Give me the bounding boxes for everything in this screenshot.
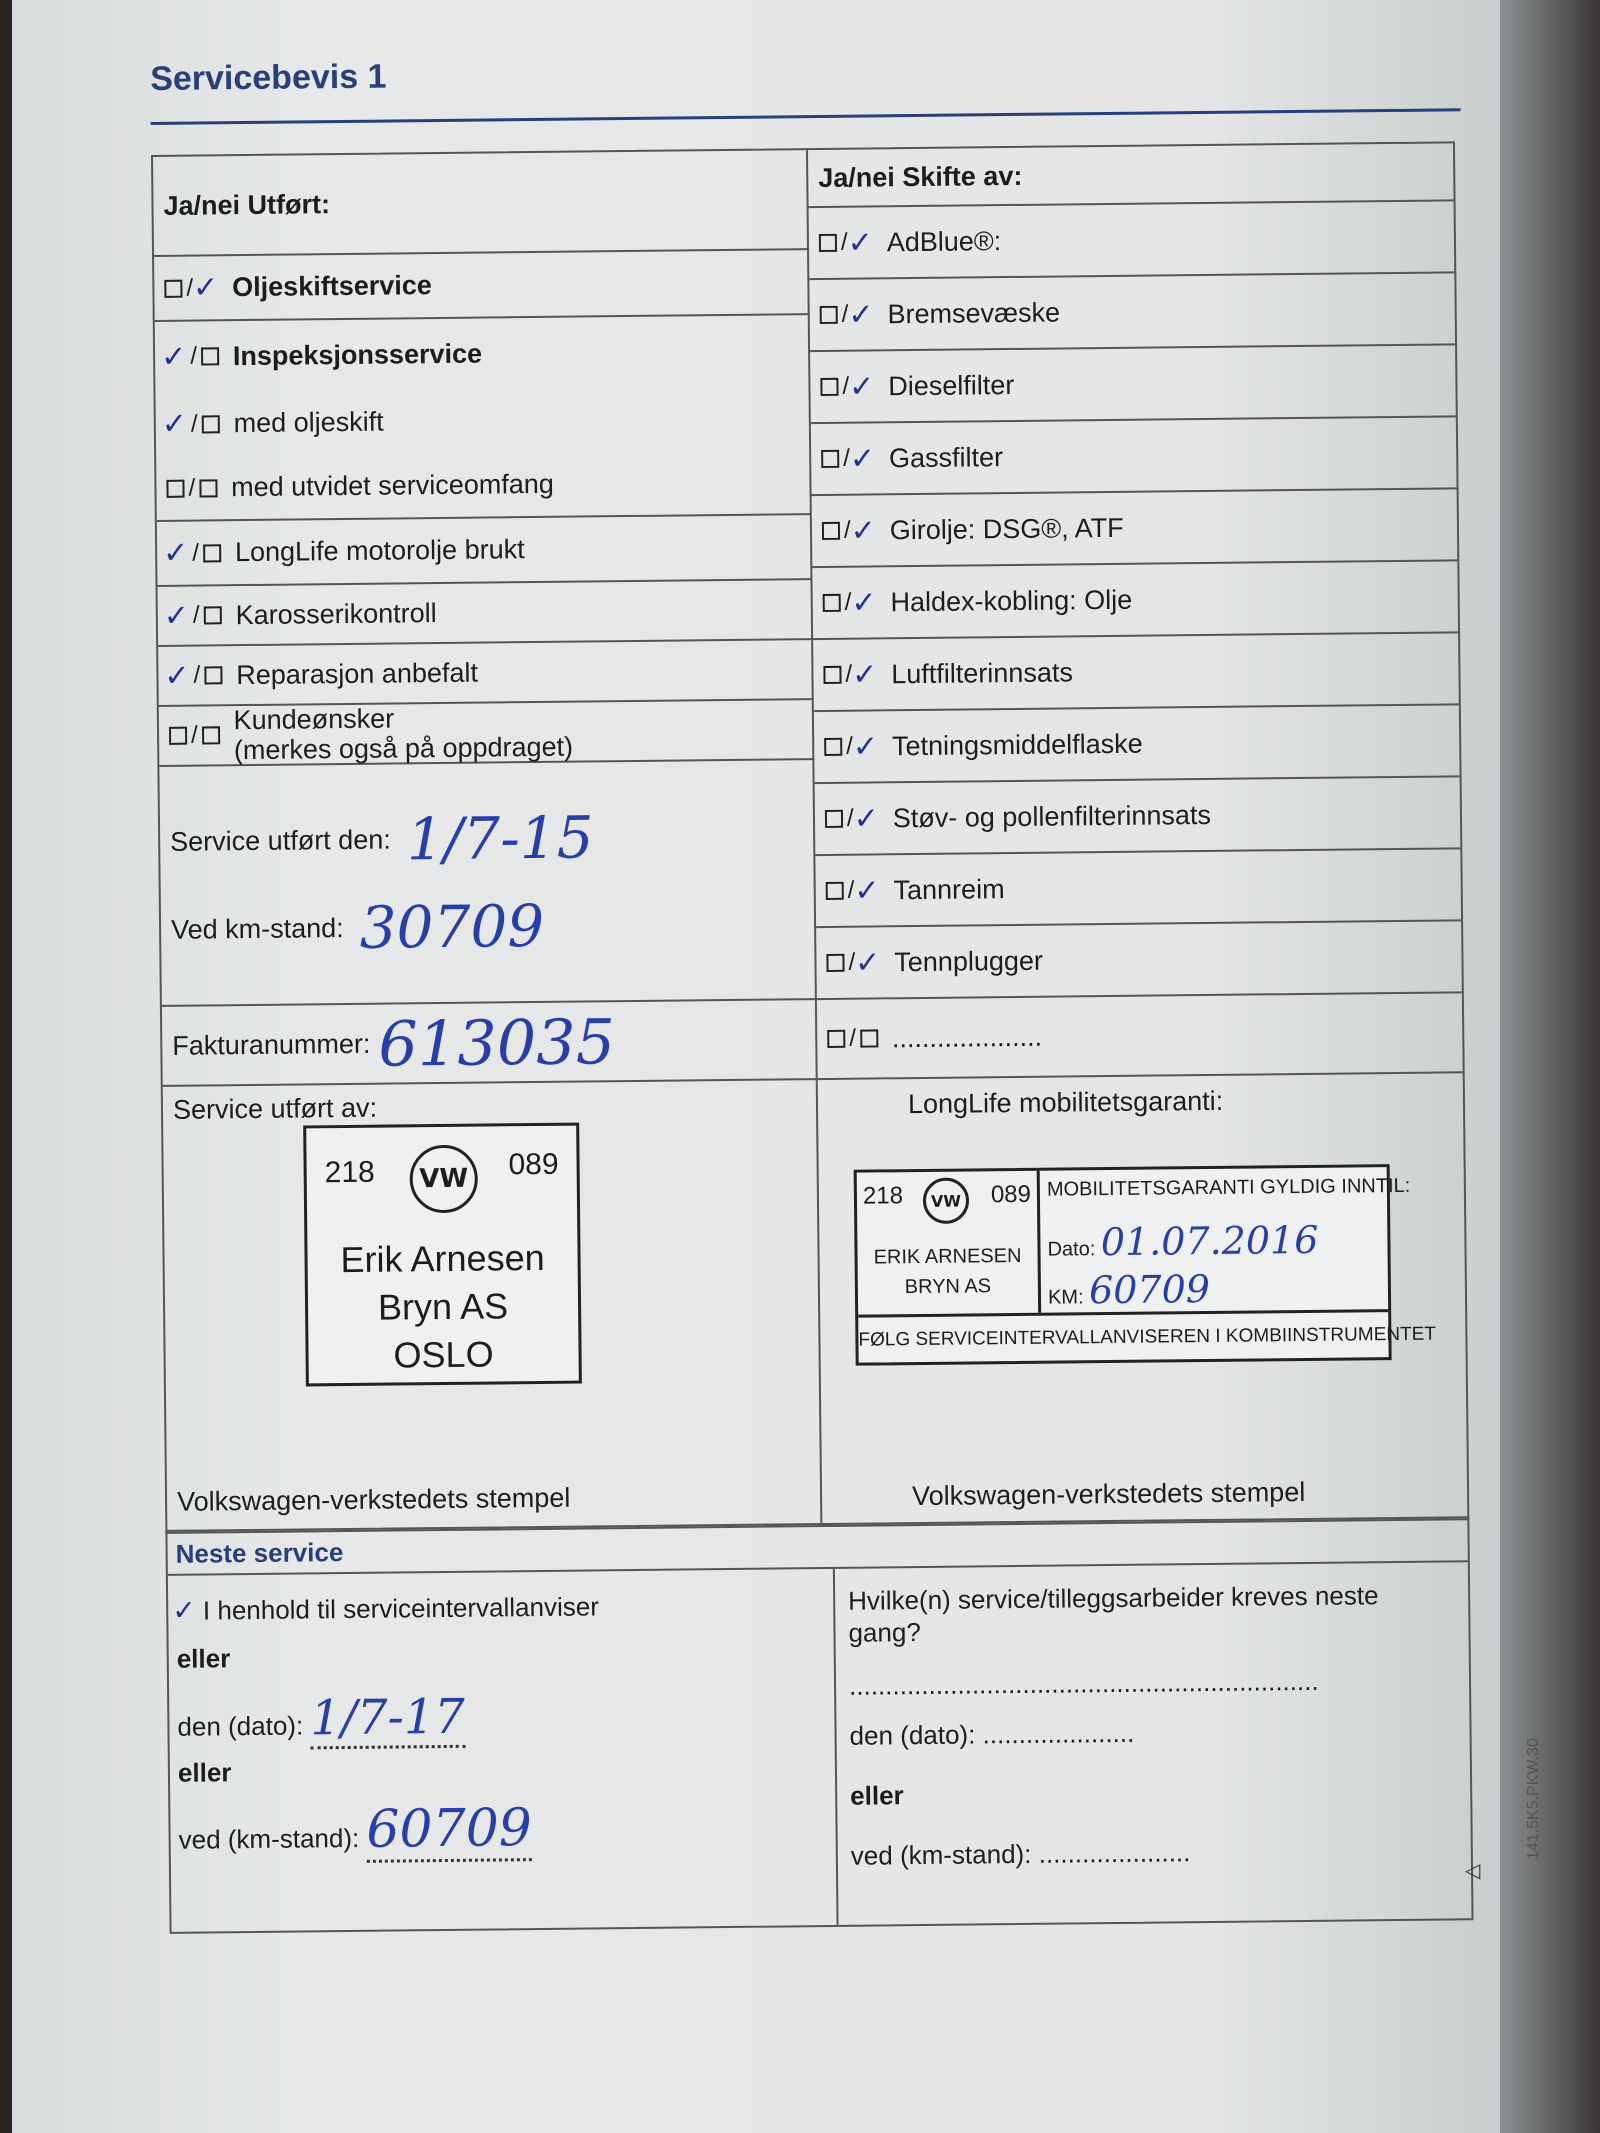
nei-checkbox[interactable] [203, 544, 221, 562]
nei-checkbox[interactable] [201, 347, 219, 365]
slash-separator: / [190, 721, 198, 749]
right-item-label: Haldex-kobling: Olje [890, 584, 1133, 617]
gs-right-code: 089 [990, 1180, 1032, 1209]
check-mark-icon: ✓ [164, 658, 190, 694]
service-date-value[interactable]: 1/7-15 [406, 803, 594, 874]
right-item-label: Tennplugger [894, 945, 1044, 977]
check-mark-icon: ✓ [852, 728, 879, 765]
service-date-row [159, 760, 816, 1007]
gs-dealer1: ERIK ARNESEN [873, 1244, 1022, 1269]
slash-separator: / [847, 876, 855, 904]
ja-nei-checkboxes[interactable] [164, 658, 222, 694]
dealer-stamp [303, 1123, 582, 1387]
right-item-row [814, 705, 1460, 784]
ja-checkbox[interactable] [166, 479, 184, 497]
left-item-label: Karosserikontroll [235, 597, 437, 630]
ja-nei-checkboxes[interactable] [166, 474, 217, 503]
next-km-value[interactable]: 60709 [366, 1798, 532, 1863]
check-mark-icon: ✓ [161, 406, 188, 442]
check-mark-icon: ✓ [854, 944, 881, 981]
slash-separator: / [843, 444, 851, 472]
ja-nei-checkboxes[interactable] [820, 369, 874, 405]
or-label-2: eller [177, 1757, 232, 1788]
ja-nei-checkboxes[interactable] [169, 721, 220, 750]
left-item-row [157, 515, 813, 587]
right-item-row [813, 633, 1459, 712]
ja-checkbox[interactable] [824, 738, 842, 756]
check-mark-icon: ✓ [847, 224, 873, 261]
service-date-label: Service utført den: [170, 824, 391, 857]
gs-km-label: KM: [1047, 1286, 1084, 1309]
next-date-row [177, 1689, 465, 1751]
gs-left-code: 218 [862, 1182, 904, 1210]
slash-separator: / [846, 804, 854, 832]
guarantee-label: LongLife mobilitetsgaranti: [907, 1085, 1224, 1120]
slash-separator: / [190, 342, 198, 370]
left-item-label: med oljeskift [233, 406, 384, 439]
ja-nei-checkboxes[interactable] [821, 441, 875, 477]
invoice-row [162, 1000, 818, 1087]
left-header-label: Ja/nei Utført: [163, 188, 331, 221]
ja-checkbox[interactable] [827, 1030, 845, 1048]
slash-separator: / [193, 661, 201, 689]
side-code: 141.5K5.PKW.30 [1525, 1738, 1542, 1860]
right-item-row [809, 273, 1455, 352]
km-label: Ved km-stand: [170, 912, 344, 945]
left-header [153, 150, 809, 257]
right-item-row [809, 201, 1455, 280]
slash-separator: / [188, 474, 196, 502]
ja-nei-checkboxes[interactable] [826, 945, 880, 981]
left-item-label: Oljeskiftservice [232, 270, 432, 303]
check-mark-icon: ✓ [192, 270, 219, 306]
left-item-label: LongLife motorolje brukt [234, 534, 525, 568]
title-rule [151, 108, 1461, 125]
check-mark-icon: ✓ [172, 1593, 196, 1627]
gs-title: MOBILITETSGARANTI GYLDIG INNTIL: [1046, 1174, 1411, 1201]
or-label-1: eller [176, 1643, 231, 1674]
ja-checkbox[interactable] [822, 522, 840, 540]
left-item-row [154, 250, 810, 322]
next-service-header: Neste service [167, 1518, 1467, 1576]
right-header-label: Ja/nei Skifte av: [818, 160, 1023, 193]
service-certificate [150, 46, 1480, 1960]
slash-separator: / [192, 601, 200, 629]
right-item-row [816, 921, 1462, 1000]
interval-label: I henhold til serviceintervallanviser [202, 1591, 600, 1626]
gs-date-value[interactable]: 01.07.2016 [1100, 1217, 1319, 1265]
performed-by-label: Service utført av: [172, 1092, 378, 1125]
left-item-label-group [233, 702, 573, 766]
performed-by-cell [163, 1080, 823, 1532]
right-item-label: Dieselfilter [888, 369, 1015, 401]
left-item-row [158, 640, 814, 707]
page-title: Servicebevis 1 [150, 57, 387, 98]
stamp-line1: Erik Arnesen [340, 1236, 545, 1281]
ja-nei-checkboxes[interactable] [163, 598, 222, 634]
km-value[interactable]: 30709 [359, 891, 545, 962]
left-item-sublabel: (merkes også på oppdraget) [233, 731, 574, 766]
check-mark-icon: ✓ [854, 872, 880, 909]
page-fold [1500, 0, 1600, 2133]
right-item-row [817, 993, 1463, 1080]
vw-logo-icon: VW [409, 1145, 478, 1214]
left-item-row [158, 580, 814, 647]
next-r-date[interactable]: den (dato): ..................... [849, 1717, 1135, 1751]
check-mark-icon: ✓ [848, 368, 875, 405]
stamp-caption-left: Volkswagen-verkstedets stempel [176, 1482, 571, 1517]
ja-nei-checkboxes[interactable] [160, 339, 219, 375]
next-km-row [178, 1798, 532, 1865]
ja-checkbox[interactable] [164, 279, 182, 297]
nei-checkbox[interactable] [204, 666, 222, 684]
right-item-row [815, 849, 1461, 928]
left-item-label: Reparasjon anbefalt [236, 657, 479, 690]
right-item-label: Bremsevæske [887, 296, 1061, 329]
ja-checkbox[interactable] [820, 306, 838, 324]
next-r-km[interactable]: ved (km-stand): ..................... [850, 1837, 1191, 1871]
check-mark-icon: ✓ [851, 656, 878, 693]
next-service-divider [833, 1569, 839, 1925]
ja-checkbox[interactable] [826, 954, 844, 972]
nei-checkbox[interactable] [199, 479, 217, 497]
ja-nei-checkboxes[interactable] [164, 270, 218, 306]
left-item-row [156, 450, 812, 522]
stamp-caption-right: Volkswagen-verkstedets stempel [911, 1476, 1306, 1512]
left-item-label: Kundeønsker [233, 703, 395, 736]
ja-nei-checkboxes[interactable] [819, 225, 873, 261]
gs-km-value[interactable]: 60709 [1088, 1266, 1211, 1313]
ja-checkbox[interactable] [823, 666, 841, 684]
nei-checkbox[interactable] [202, 415, 220, 433]
nei-checkbox[interactable] [860, 1029, 878, 1047]
left-item-label: med utvidet serviceomfang [230, 468, 554, 503]
next-date-value[interactable]: 1/7-17 [310, 1689, 465, 1750]
service-grid [151, 141, 1469, 1534]
right-item-row [812, 489, 1458, 568]
ja-nei-checkboxes[interactable] [820, 297, 874, 333]
interval-row [172, 1589, 600, 1627]
ja-checkbox[interactable] [819, 234, 837, 252]
right-item-row [812, 561, 1458, 640]
stamp-line3: OSLO [393, 1333, 494, 1376]
slash-separator: / [842, 372, 850, 400]
triangle-marker-icon: ◁ [1465, 1860, 1481, 1882]
ja-checkbox[interactable] [820, 378, 838, 396]
slash-separator: / [840, 228, 848, 256]
ja-nei-checkboxes[interactable] [823, 585, 877, 621]
ja-checkbox[interactable] [821, 450, 839, 468]
ja-nei-checkboxes[interactable] [825, 801, 879, 837]
right-item-label: Tannreim [893, 873, 1005, 905]
ja-checkbox[interactable] [825, 810, 843, 828]
gs-date-label: Dato: [1047, 1238, 1096, 1261]
slash-separator: / [186, 274, 194, 302]
invoice-label: Fakturanummer: [172, 1028, 371, 1061]
slash-separator: / [845, 660, 853, 688]
nei-checkbox[interactable] [202, 726, 220, 744]
guarantee-stamp [854, 1164, 1437, 1366]
slash-separator: / [841, 300, 849, 328]
check-mark-icon: ✓ [850, 512, 876, 549]
right-item-row [815, 777, 1461, 856]
right-item-label: Girolje: DSG®, ATF [889, 512, 1124, 545]
slash-separator: / [848, 948, 856, 976]
gs-dealer2: BRYN AS [904, 1275, 992, 1299]
check-mark-icon: ✓ [851, 584, 877, 621]
next-dots-line[interactable]: ................................................................. [848, 1665, 1319, 1701]
nei-checkbox[interactable] [204, 606, 222, 624]
check-mark-icon: ✓ [162, 535, 189, 571]
next-r-or: eller [850, 1780, 904, 1811]
stamp-left-code: 218 [324, 1155, 375, 1190]
right-item-label: AdBlue®: [886, 225, 1002, 257]
left-item-row [159, 700, 815, 767]
slash-separator: / [843, 516, 851, 544]
left-item-row [155, 385, 811, 457]
slash-separator: / [844, 588, 852, 616]
slash-separator: / [846, 732, 854, 760]
ja-nei-checkboxes[interactable] [161, 406, 220, 442]
check-mark-icon: ✓ [848, 296, 874, 333]
check-mark-icon: ✓ [849, 440, 876, 477]
right-header [808, 143, 1454, 208]
next-date-label: den (dato): [177, 1710, 304, 1742]
left-item-row [155, 315, 811, 392]
ja-checkbox[interactable] [169, 727, 187, 745]
right-item-row [810, 345, 1456, 424]
ja-nei-checkboxes[interactable] [826, 873, 880, 909]
next-km-label: ved (km-stand): [178, 1822, 360, 1855]
left-item-label: Inspeksjonsservice [232, 338, 483, 371]
slash-separator: / [192, 539, 200, 567]
check-mark-icon: ✓ [160, 339, 187, 375]
next-service-box [165, 1516, 1473, 1934]
slash-separator: / [190, 410, 198, 438]
right-item-label: Gassfilter [888, 441, 1004, 473]
check-mark-icon: ✓ [853, 800, 879, 837]
ja-nei-checkboxes[interactable] [162, 535, 221, 571]
gs-footer: FØLG SERVICEINTERVALLANVISEREN I KOMBIINSTRUMENTET [858, 1309, 1388, 1363]
invoice-value[interactable]: 613035 [377, 1004, 616, 1081]
right-item-label[interactable]: .................... [891, 1021, 1043, 1053]
ja-checkbox[interactable] [826, 882, 844, 900]
ja-nei-checkboxes[interactable] [822, 513, 876, 549]
ja-nei-checkboxes[interactable] [827, 1024, 878, 1053]
right-item-label: Luftfilterinnsats [891, 656, 1074, 689]
gs-vw-logo-icon: VW [923, 1177, 969, 1223]
check-mark-icon: ✓ [163, 598, 190, 634]
guarantee-cell [818, 1073, 1468, 1525]
right-item-label: Tetningsmiddelflaske [891, 728, 1143, 761]
ja-nei-checkboxes[interactable] [824, 729, 878, 765]
right-item-row [811, 417, 1457, 496]
stamp-right-code: 089 [508, 1147, 559, 1182]
ja-checkbox[interactable] [823, 594, 841, 612]
right-item-label: Støv- og pollenfilterinnsats [892, 799, 1212, 833]
next-question: Hvilke(n) service/tilleggsarbeider kreves neste gang? [848, 1580, 1379, 1648]
ja-nei-checkboxes[interactable] [823, 657, 877, 693]
guarantee-stamp-dealer [857, 1171, 1041, 1315]
slash-separator: / [849, 1024, 857, 1052]
stamp-line2: Bryn AS [377, 1285, 509, 1328]
